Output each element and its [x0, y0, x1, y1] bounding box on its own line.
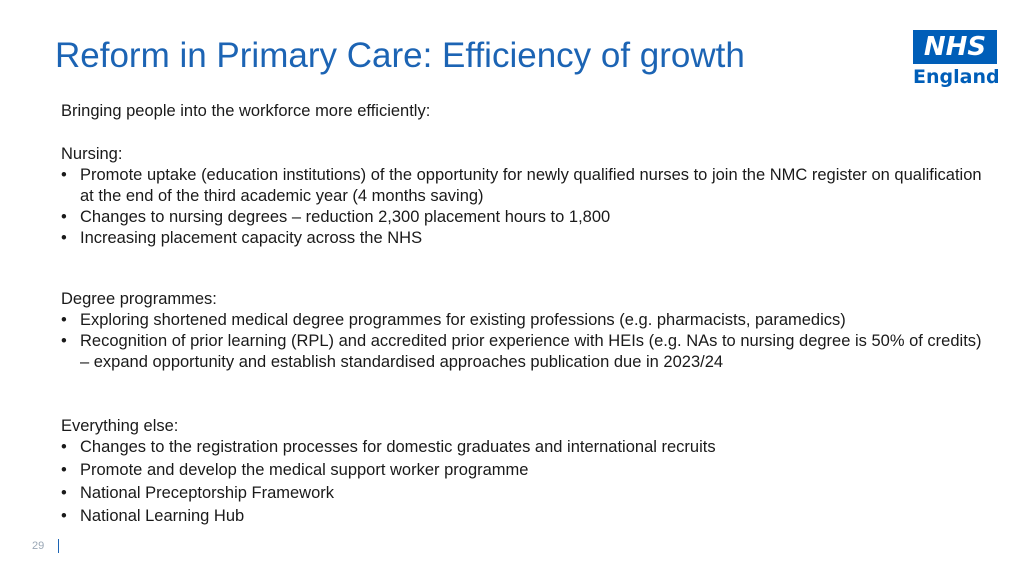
section-heading: Everything else:	[61, 417, 179, 435]
section-degree-programmes	[61, 289, 991, 373]
page-number: 29	[32, 540, 45, 552]
intro-text: Bringing people into the workforce more efficiently:	[61, 102, 431, 120]
list-item-text: National Learning Hub	[80, 507, 245, 525]
list-item	[61, 207, 991, 228]
list-item-text: Promote and develop the medical support worker programme	[80, 461, 529, 479]
list-item	[61, 460, 991, 481]
slide-body	[61, 101, 991, 529]
bullet-icon: •	[61, 438, 67, 456]
section-heading: Degree programmes:	[61, 290, 217, 308]
bullet-icon: •	[61, 229, 67, 247]
section-everything-else	[61, 416, 991, 527]
bullet-icon: •	[61, 311, 67, 329]
bullet-icon: •	[61, 332, 67, 350]
bullet-icon: •	[61, 507, 67, 525]
section-heading: Nursing:	[61, 145, 123, 163]
nhs-logo-subtitle: England	[913, 66, 1000, 88]
bullet-icon: •	[61, 484, 67, 502]
page-number-divider	[58, 539, 59, 553]
list-item	[61, 506, 991, 527]
list-item	[61, 165, 991, 207]
bullet-list	[61, 310, 991, 373]
list-item-text: Increasing placement capacity across the NHS	[80, 229, 423, 247]
section-nursing	[61, 144, 991, 249]
bullet-list	[61, 165, 991, 249]
list-item	[61, 331, 991, 373]
list-item-text: National Preceptorship Framework	[80, 484, 335, 502]
list-item-text: Promote uptake (education institutions) of the opportunity for newly qualified nurses to join the NMC register on qualification at the end of the third academic year (4 months saving)	[80, 166, 982, 205]
list-item	[61, 437, 991, 458]
bullet-icon: •	[61, 208, 67, 226]
list-item-text: Changes to nursing degrees – reduction 2,300 placement hours to 1,800	[80, 208, 611, 226]
list-item	[61, 228, 991, 249]
list-item-text: Changes to the registration processes for domestic graduates and international recruits	[80, 438, 716, 456]
slide-title: Reform in Primary Care: Efficiency of growth	[55, 36, 745, 75]
bullet-list	[61, 437, 991, 527]
list-item	[61, 483, 991, 504]
list-item-text: Exploring shortened medical degree programmes for existing professions (e.g. pharmacists, paramedics)	[80, 311, 846, 329]
nhs-logo-mark: NHS	[913, 30, 997, 64]
nhs-england-logo	[913, 30, 1000, 89]
list-item	[61, 310, 991, 331]
bullet-icon: •	[61, 166, 67, 184]
bullet-icon: •	[61, 461, 67, 479]
list-item-text: Recognition of prior learning (RPL) and accredited prior experience with HEIs (e.g. NAs to nursing degree is 50% of credits) – expand opportunity and establish standardised approaches publication due in 2023/24	[80, 332, 982, 371]
